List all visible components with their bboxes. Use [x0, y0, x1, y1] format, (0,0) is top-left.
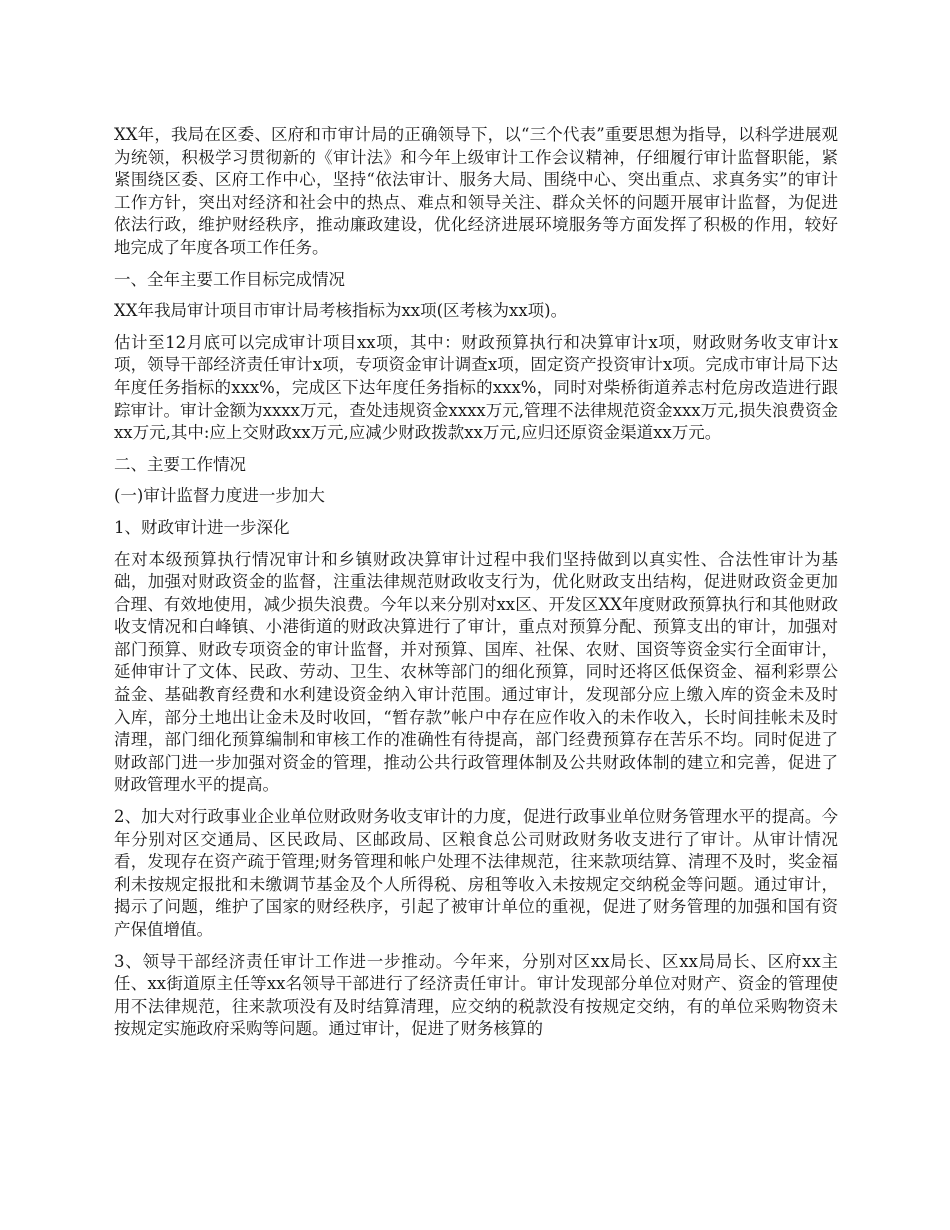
leader-audit-paragraph: 3、领导干部经济责任审计工作进一步推动。今年来，分别对区xx局长、区xx局局长、区府xx主任、xx街道原主任等xx名领导干部进行了经济责任审计。审计发现部分单位对财产、资金的管理使用不法律规范，往来款项没有及时结算清理，应交纳的税款没有按规定交纳，有的单位采购物资未按规定实施政府采购等问题。通过审计，促进了财务核算的 [114, 951, 838, 1039]
subsection-heading-1: (一)审计监督力度进一步加大 [114, 486, 325, 506]
target-paragraph: XX年我局审计项目市审计局考核指标为xx项(区考核为xx项)。 [114, 301, 568, 321]
unit-audit-paragraph: 2、加大对行政事业企业单位财政财务收支审计的力度，促进行政事业单位财务管理水平的提高。今年分别对区交通局、区民政局、区邮政局、区粮食总公司财政财务收支进行了审计。从审计情况看，发现存在资产疏于管理;财务管理和帐户处理不法律规范，往来款项结算、清理不及时，奖金福利未按规定报批和未缴调节基金及个人所得税、房租等收入未按规定交纳税金等问题。通过审计，揭示了问题，维护了国家的财经秩序，引起了被审计单位的重视，促进了财务管理的加强和国有资产保值增值。 [114, 807, 838, 939]
completion-paragraph: 估计至12月底可以完成审计项目xx项，其中：财政预算执行和决算审计x项，财政财务收支审计x项，领导干部经济责任审计x项，专项资金审计调查x项，固定资产投资审计x项。完成市审计局下达年度任务指标的xxx%，完成区下达年度任务指标的xxx%，同时对柴桥街道养志村危房改造进行跟踪审计。审计金额为xxxx万元，查处违规资金xxxx万元,管理不法律规范资金xxx万元,损失浪费资金xx万元,其中:应上交财政xx万元,应减少财政拨款xx万元,应归还原资金渠道xx万元。 [114, 332, 838, 443]
intro-paragraph: XX年，我局在区委、区府和市审计局的正确领导下，以“三个代表”重要思想为指导，以科学进展观为统领，积极学习贯彻新的《审计法》和今年上级审计工作会议精神，仔细履行审计监督职能，紧紧围绕区委、区府工作中心，坚持“依法审计、服务大局、围绕中心、突出重点、求真务实”的审计工作方针，突出对经济和社会中的热点、难点和领导关注、群众关怀的问题开展审计监督，为促进依法行政，维护财经秩序，推动廉政建设，优化经济进展环境服务等方面发挥了积极的作用，较好地完成了年度各项工作任务。 [114, 125, 838, 257]
section-heading-2: 二、主要工作情况 [114, 454, 246, 474]
document-page [114, 124, 838, 1050]
section-heading-1: 一、全年主要工作目标完成情况 [114, 269, 345, 289]
finance-audit-paragraph: 在对本级预算执行情况审计和乡镇财政决算审计过程中我们坚持做到以真实性、合法性审计为基础，加强对财政资金的监督，注重法律规范财政收支行为，优化财政支出结构，促进财政资金更加合理、有效地使用，减少损失浪费。今年以来分别对xx区、开发区XX年度财政预算执行和其他财政收支情况和白峰镇、小港街道的财政决算进行了审计，重点对预算分配、预算支出的审计，加强对部门预算、财政专项资金的审计监督，并对预算、国库、社保、农财、国资等资金实行全面审计，延伸审计了文体、民政、劳动、卫生、农林等部门的细化预算，同时还将区低保资金、福利彩票公益金、基础教育经费和水利建设资金纳入审计范围。通过审计，发现部分应上缴入库的资金未及时入库，部分土地出让金未及时收回，“暂存款”帐户中存在应作收入的未作收入，长时间挂帐未及时清理，部门细化预算编制和审核工作的准确性有待提高，部门经费预算存在苦乐不均。同时促进了财政部门进一步加强对资金的管理，推动公共行政管理体制及公共财政体制的建立和完善，促进了财政管理水平的提高。 [114, 549, 838, 795]
item-heading-1: 1、财政审计进一步深化 [114, 517, 290, 537]
